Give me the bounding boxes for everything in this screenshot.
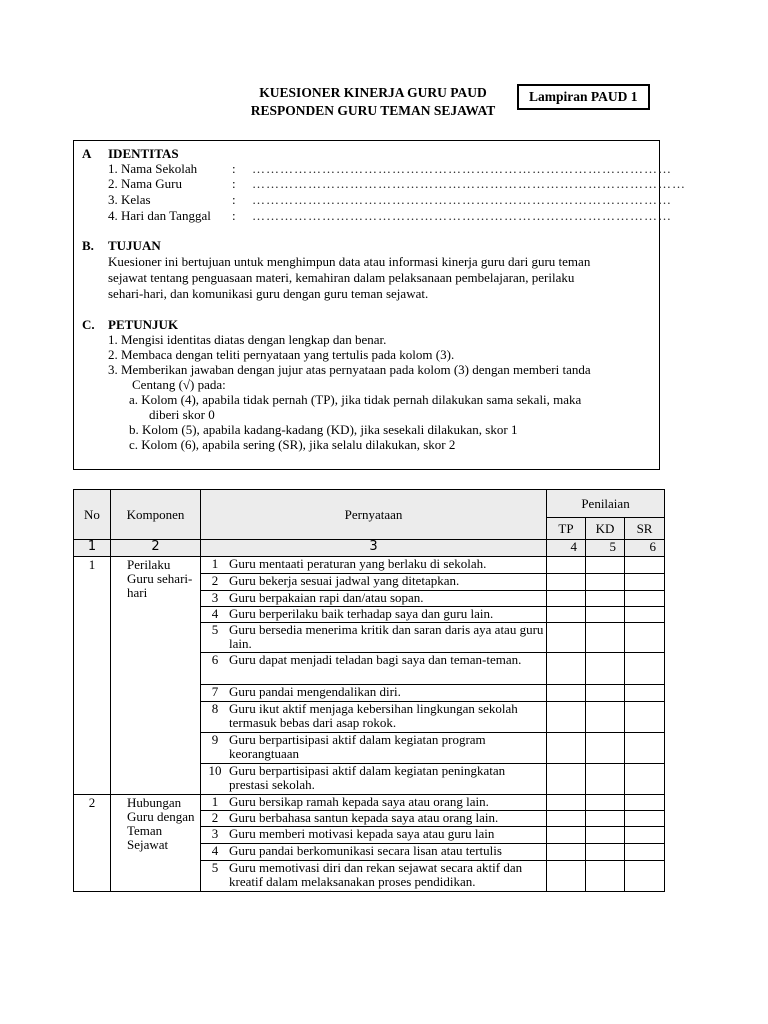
item-number: 5 (211, 622, 219, 637)
questionnaire-table (73, 489, 665, 892)
check-tp[interactable] (547, 795, 586, 811)
check-sr[interactable] (625, 733, 665, 764)
item-text: Guru dapat menjadi teladan bagi saya dan teman-teman. (229, 652, 522, 667)
section-c-letter: C. (82, 317, 95, 332)
table-row (201, 811, 547, 827)
item-number: 3 (211, 590, 219, 605)
item-text: Guru berpartisipasi aktif dalam kegiatan peningkatan prestasi sekolah. (229, 763, 506, 792)
col-number-2: 2 (111, 540, 201, 557)
check-kd[interactable] (586, 733, 625, 764)
field-colon: : (232, 176, 236, 191)
table-row (201, 827, 547, 844)
check-kd[interactable] (586, 574, 625, 591)
group-1-komponen: Perilaku Guru sehari-hari (111, 557, 201, 795)
check-tp[interactable] (547, 811, 586, 827)
col-number-5: 5 (586, 540, 625, 557)
petunjuk-line: 3. Memberikan jawaban dengan jujur atas pernyataan pada kolom (3) dengan memberi tanda (108, 362, 591, 377)
table-row (201, 733, 547, 764)
document-title (228, 84, 518, 120)
item-text: Guru ikut aktif menjaga kebersihan lingkungan sekolah termasuk bebas dari asap rokok. (229, 701, 518, 730)
check-sr[interactable] (625, 574, 665, 591)
field-label-nama-sekolah: 1. Nama Sekolah (108, 161, 198, 176)
check-tp[interactable] (547, 623, 586, 653)
check-sr[interactable] (625, 844, 665, 861)
section-b-letter: B. (82, 238, 94, 253)
header-penilaian: Penilaian (547, 490, 665, 518)
field-label-nama-guru: 2. Nama Guru (108, 176, 183, 191)
section-c-heading: PETUNJUK (108, 317, 179, 332)
check-tp[interactable] (547, 685, 586, 702)
header-pernyataan: Pernyataan (201, 490, 547, 540)
field-colon: : (232, 208, 236, 223)
group-1-no: 1 (74, 557, 111, 795)
table-row (201, 861, 547, 892)
tujuan-text-line: sejawat tentang penguasaan materi, kemahiran dalam pelaksanaan pembelajaran, perilaku (108, 270, 575, 285)
item-number: 2 (211, 573, 219, 588)
table-row (201, 764, 547, 795)
table-row (201, 844, 547, 861)
item-number: 1 (211, 556, 219, 571)
header-komponen: Komponen (111, 490, 201, 540)
check-sr[interactable] (625, 702, 665, 733)
col-number-1: 1 (74, 540, 111, 557)
header-sr: SR (625, 518, 665, 540)
check-kd[interactable] (586, 827, 625, 844)
check-kd[interactable] (586, 811, 625, 827)
header-tp: TP (547, 518, 586, 540)
check-kd[interactable] (586, 844, 625, 861)
check-sr[interactable] (625, 557, 665, 574)
col-number-3: 3 (201, 540, 547, 557)
petunjuk-line: 1. Mengisi identitas diatas dengan lengkap dan benar. (108, 332, 387, 347)
item-number: 1 (211, 794, 219, 809)
item-text: Guru mentaati peraturan yang berlaku di sekolah. (229, 556, 487, 571)
petunjuk-line: Centang (√) pada: (132, 377, 226, 392)
check-kd[interactable] (586, 653, 625, 685)
check-sr[interactable] (625, 827, 665, 844)
item-text: Guru bersikap ramah kepada saya atau orang lain. (229, 794, 489, 809)
petunjuk-line: a. Kolom (4), apabila tidak pernah (TP), jika tidak pernah dilakukan sama sekali, maka (129, 392, 582, 407)
tujuan-text-line: Kuesioner ini bertujuan untuk menghimpun data atau informasi kinerja guru dari guru teman (108, 254, 591, 269)
check-sr[interactable] (625, 591, 665, 607)
item-text: Guru memotivasi diri dan rekan sejawat secara aktif dan kreatif dalam melaksanakan proses pendidikan. (229, 860, 523, 889)
check-tp[interactable] (547, 607, 586, 623)
check-kd[interactable] (586, 607, 625, 623)
check-tp[interactable] (547, 827, 586, 844)
item-text: Guru pandai berkomunikasi secara lisan atau tertulis (229, 843, 502, 858)
title-line-2: RESPONDEN GURU TEMAN SEJAWAT (250, 103, 496, 118)
item-text: Guru bersedia menerima kritik dan saran daris aya atau guru lain. (229, 622, 544, 651)
item-text: Guru berpakaian rapi dan/atau sopan. (229, 590, 424, 605)
field-colon: : (232, 192, 236, 207)
table-row (201, 591, 547, 607)
item-number: 4 (211, 606, 219, 621)
check-tp[interactable] (547, 764, 586, 795)
item-text: Guru berpartisipasi aktif dalam kegiatan program keorangtuaan (229, 732, 486, 761)
petunjuk-line: c. Kolom (6), apabila sering (SR), jika selalu dilakukan, skor 2 (129, 437, 456, 452)
check-tp[interactable] (547, 844, 586, 861)
table-row (201, 795, 547, 811)
table-row (201, 685, 547, 702)
title-line-1: KUESIONER KINERJA GURU PAUD (259, 85, 487, 100)
item-text: Guru berbahasa santun kepada saya atau orang lain. (229, 810, 499, 825)
petunjuk-line: 2. Membaca dengan teliti pernyataan yang tertulis pada kolom (3). (108, 347, 455, 362)
field-colon: : (232, 161, 236, 176)
check-tp[interactable] (547, 653, 586, 685)
check-tp[interactable] (547, 574, 586, 591)
check-tp[interactable] (547, 861, 586, 892)
header-no: No (74, 490, 111, 540)
col-number-4: 4 (547, 540, 586, 557)
table-row (201, 574, 547, 591)
item-number: 6 (211, 652, 219, 667)
check-sr[interactable] (625, 795, 665, 811)
check-sr[interactable] (625, 764, 665, 795)
check-tp[interactable] (547, 733, 586, 764)
group-2-no: 2 (74, 795, 111, 892)
item-number: 4 (211, 843, 219, 858)
item-text: Guru memberi motivasi kepada saya atau guru lain (229, 826, 495, 841)
table-row (201, 607, 547, 623)
col-number-6: 6 (625, 540, 665, 557)
tujuan-text-line: sehari-hari, dan komunikasi guru dengan guru teman sejawat. (108, 286, 429, 301)
field-kelas-input[interactable]: ……………………………………………………………………………… (252, 192, 672, 207)
check-kd[interactable] (586, 557, 625, 574)
item-number: 2 (211, 810, 219, 825)
item-number: 3 (211, 826, 219, 841)
item-number: 10 (208, 763, 222, 778)
section-b-heading: TUJUAN (108, 238, 161, 253)
check-kd[interactable] (586, 795, 625, 811)
check-kd[interactable] (586, 685, 625, 702)
table-row (201, 623, 547, 653)
check-tp[interactable] (547, 702, 586, 733)
check-kd[interactable] (586, 591, 625, 607)
check-sr[interactable] (625, 861, 665, 892)
section-a-heading: IDENTITAS (108, 146, 179, 161)
item-text: Guru berperilaku baik terhadap saya dan guru lain. (229, 606, 494, 621)
lampiran-label: Lampiran PAUD 1 (517, 84, 650, 110)
section-a-letter: A (82, 146, 92, 161)
table-row (201, 557, 547, 574)
instructions-box (73, 140, 686, 470)
check-kd[interactable] (586, 861, 625, 892)
field-label-hari-tanggal: 4. Hari dan Tanggal (108, 208, 211, 223)
item-number: 5 (211, 860, 219, 875)
petunjuk-line: b. Kolom (5), apabila kadang-kadang (KD), jika sesekali dilakukan, skor 1 (129, 422, 518, 437)
field-label-kelas: 3. Kelas (108, 192, 151, 207)
group-2-komponen: Hubungan Guru dengan Teman Sejawat (111, 795, 201, 892)
table-row (201, 653, 547, 685)
item-text: Guru pandai mengendalikan diri. (229, 684, 401, 699)
petunjuk-line: diberi skor 0 (149, 407, 215, 422)
check-sr[interactable] (625, 811, 665, 827)
field-hari-tanggal-input[interactable]: ……………………………………………………………………………… (252, 208, 672, 223)
item-number: 7 (211, 684, 219, 699)
check-kd[interactable] (586, 764, 625, 795)
check-kd[interactable] (586, 623, 625, 653)
check-sr[interactable] (625, 623, 665, 653)
table-row (201, 702, 547, 733)
check-sr[interactable] (625, 685, 665, 702)
item-number: 9 (211, 732, 219, 747)
check-kd[interactable] (586, 702, 625, 733)
check-sr[interactable] (625, 653, 665, 685)
check-tp[interactable] (547, 591, 586, 607)
check-tp[interactable] (547, 557, 586, 574)
field-nama-sekolah-input[interactable]: ……………………………………………………………………………… (252, 161, 672, 176)
item-number: 8 (211, 701, 219, 716)
field-nama-guru-input[interactable]: ………………………………………………………………………………… (252, 176, 686, 191)
check-sr[interactable] (625, 607, 665, 623)
item-text: Guru bekerja sesuai jadwal yang ditetapkan. (229, 573, 460, 588)
header-kd: KD (586, 518, 625, 540)
